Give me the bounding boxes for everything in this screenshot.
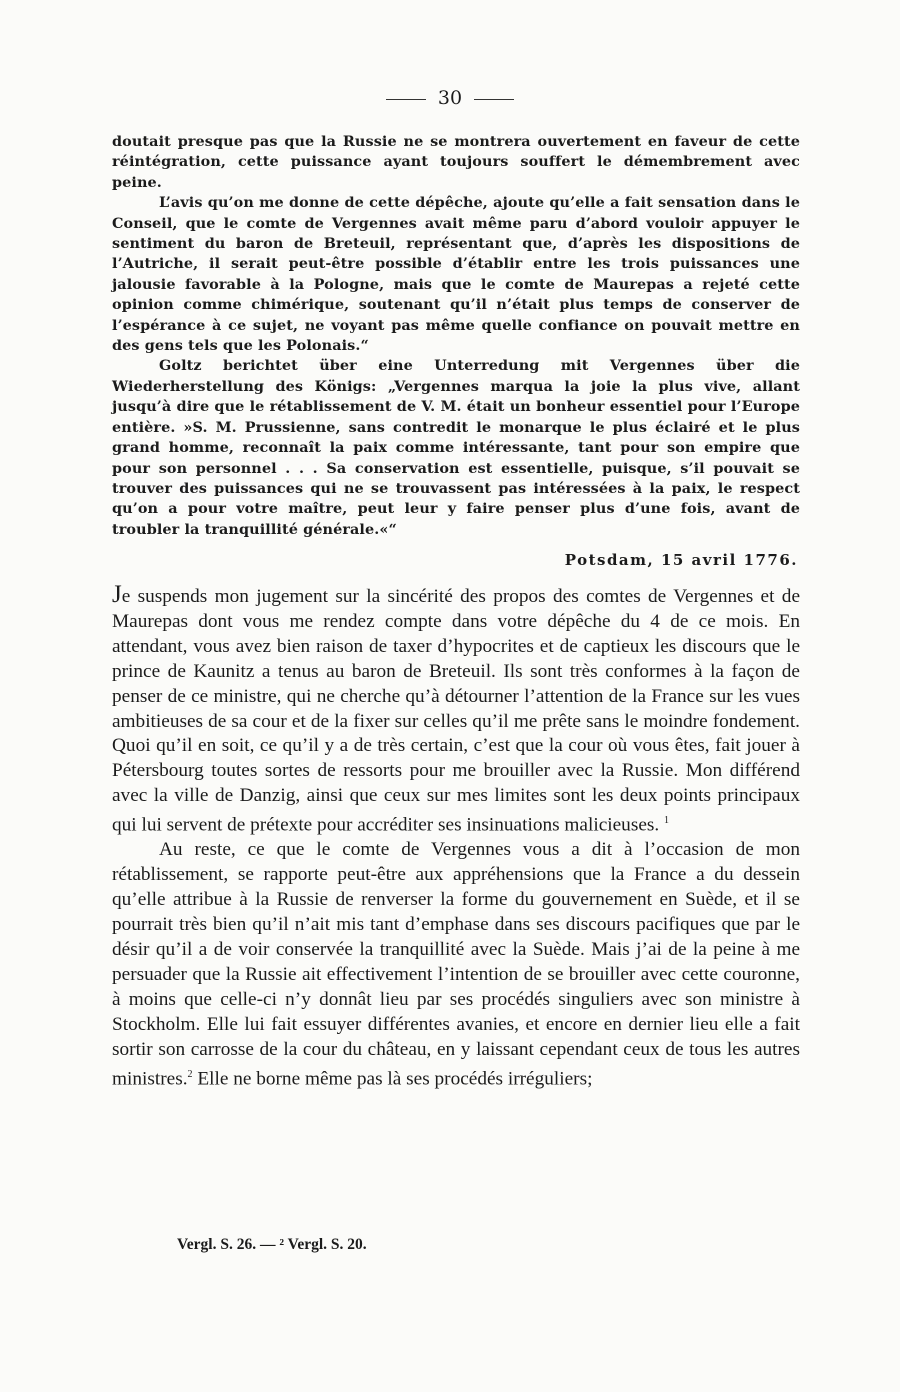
- letter-excerpt-block: [112, 132, 800, 540]
- main-paragraph-2-text-a: Au reste, ce que le comte de Vergennes vous a dit à l’occasion de mon rétablissement, se rapporte peut-être aux appréhensions que la France a du dessein qu’elle attribue à la Russie de renverser la forme du gouvernement en Suède, et il se pourrait très bien qu’il n’ait mis tant d’emphase dans ses discours pacifiques que par le désir qu’il a de voir conservée la tranquillité avec la Suède. Mais j’ai de la peine à me persuader que la Russie ait effectivement l’intention de se brouiller avec cette couronne, à moins que celle-ci n’y donnât lieu par ses procédés singuliers avec son ministre à Stockholm. Elle lui fait essuyer différentes avanies, et encore en dernier lieu elle a fait sortir son carrosse de la cour du château, en y laissant cependant ceux de tous les autres ministres.: [112, 839, 800, 1090]
- page-number: [0, 86, 900, 110]
- page-number-dash-left: [386, 99, 426, 100]
- footnote-ref-1: 1: [664, 815, 670, 827]
- main-paragraph-1-text: e suspends mon jugement sur la sincérité des propos des comtes de Vergennes et de Maurepas dont vous me rendez compte dans votre dépêche du 4 de ce mois. En attendant, vous avez bien raison de taxer d’hypocrites et de captieux les discours que le prince de Kaunitz a tenus au baron de Breteuil. Ils sont très conformes à la façon de penser de ce ministre, qui ne cherche qu’à détourner l’attention de la France sur les vues ambitieuses de sa cour et de la fixer sur celles qu’il me prête sans le moindre fondement. Quoi qu’il en soit, ce qu’il y a de très certain, c’est que la cour où vous êtes, fait jouer à Pétersbourg toutes sortes de ressorts pour me brouiller avec la Russie. Mon différend avec la ville de Danzig, ainsi que ceux sur mes limites sont les deux points principaux qui lui servent de prétexte pour accréditer ses insinuations malicieuses.: [112, 586, 800, 836]
- page-number-text: 30: [437, 87, 463, 109]
- main-paragraph-2: [112, 838, 800, 1091]
- letter-paragraph-3: Goltz berichtet über eine Unterredung mit Vergennes über die Wiederherstellung des Königs: „Vergennes marqua la joie la plus vive, allant jusqu’à dire que le rétablissement de V. M. était un bonheur essentiel pour l’Europe entière. »S. M. Prussienne, sans contredit le monarque le plus éclairé et le plus grand homme, reconnaît la paix comme intéressante, tant pour son empire que pour son personnel . . . Sa conservation est essentielle, puisque, s’il pouvait se trouver des puissances qui ne se trouvassent pas intéressées à la paix, le respect qu’on a pour votre maître, peut leur y faire penser plus d’une fois, avant de troubler la tranquillité générale.«“: [112, 357, 800, 538]
- letter-paragraph-2: L’avis qu’on me donne de cette dépêche, ajoute qu’elle a fait sensation dans le Conseil, que le comte de Vergennes avait même paru d’abord vouloir appuyer le sentiment du baron de Breteuil, représentant que, d’après les dispositions de l’Autriche, il serait peut-être possible d’établir entre les trois puissances une jalousie favorable à la Pologne, mais que le comte de Maurepas a rejeté cette opinion comme chimérique, soutenant qu’il n’était plus temps de conserver de l’espérance à ce sujet, ne voyant pas même quelle confiance on pouvait mettre en des gens tels que les Polonais.“: [112, 194, 800, 355]
- main-paragraph-1: [112, 583, 800, 838]
- page-number-dash-right: [474, 99, 514, 100]
- dateline: Potsdam, 15 avril 1776.: [564, 551, 798, 569]
- main-paragraph-2-text-b: Elle ne borne même pas là ses procédés irréguliers;: [192, 1068, 593, 1090]
- footnote-text: Vergl. S. 26. — ² Vergl. S. 20.: [177, 1236, 367, 1254]
- footnote-ref-2: 2: [187, 1068, 193, 1080]
- main-letter-text: [112, 583, 800, 1092]
- letter-paragraph-1: doutait presque pas que la Russie ne se montrera ouvertement en faveur de cette réintégration, cette puissance ayant toujours souffert le démembrement avec peine.: [112, 133, 800, 191]
- drop-cap: J: [112, 581, 122, 608]
- footnote: [177, 1230, 367, 1256]
